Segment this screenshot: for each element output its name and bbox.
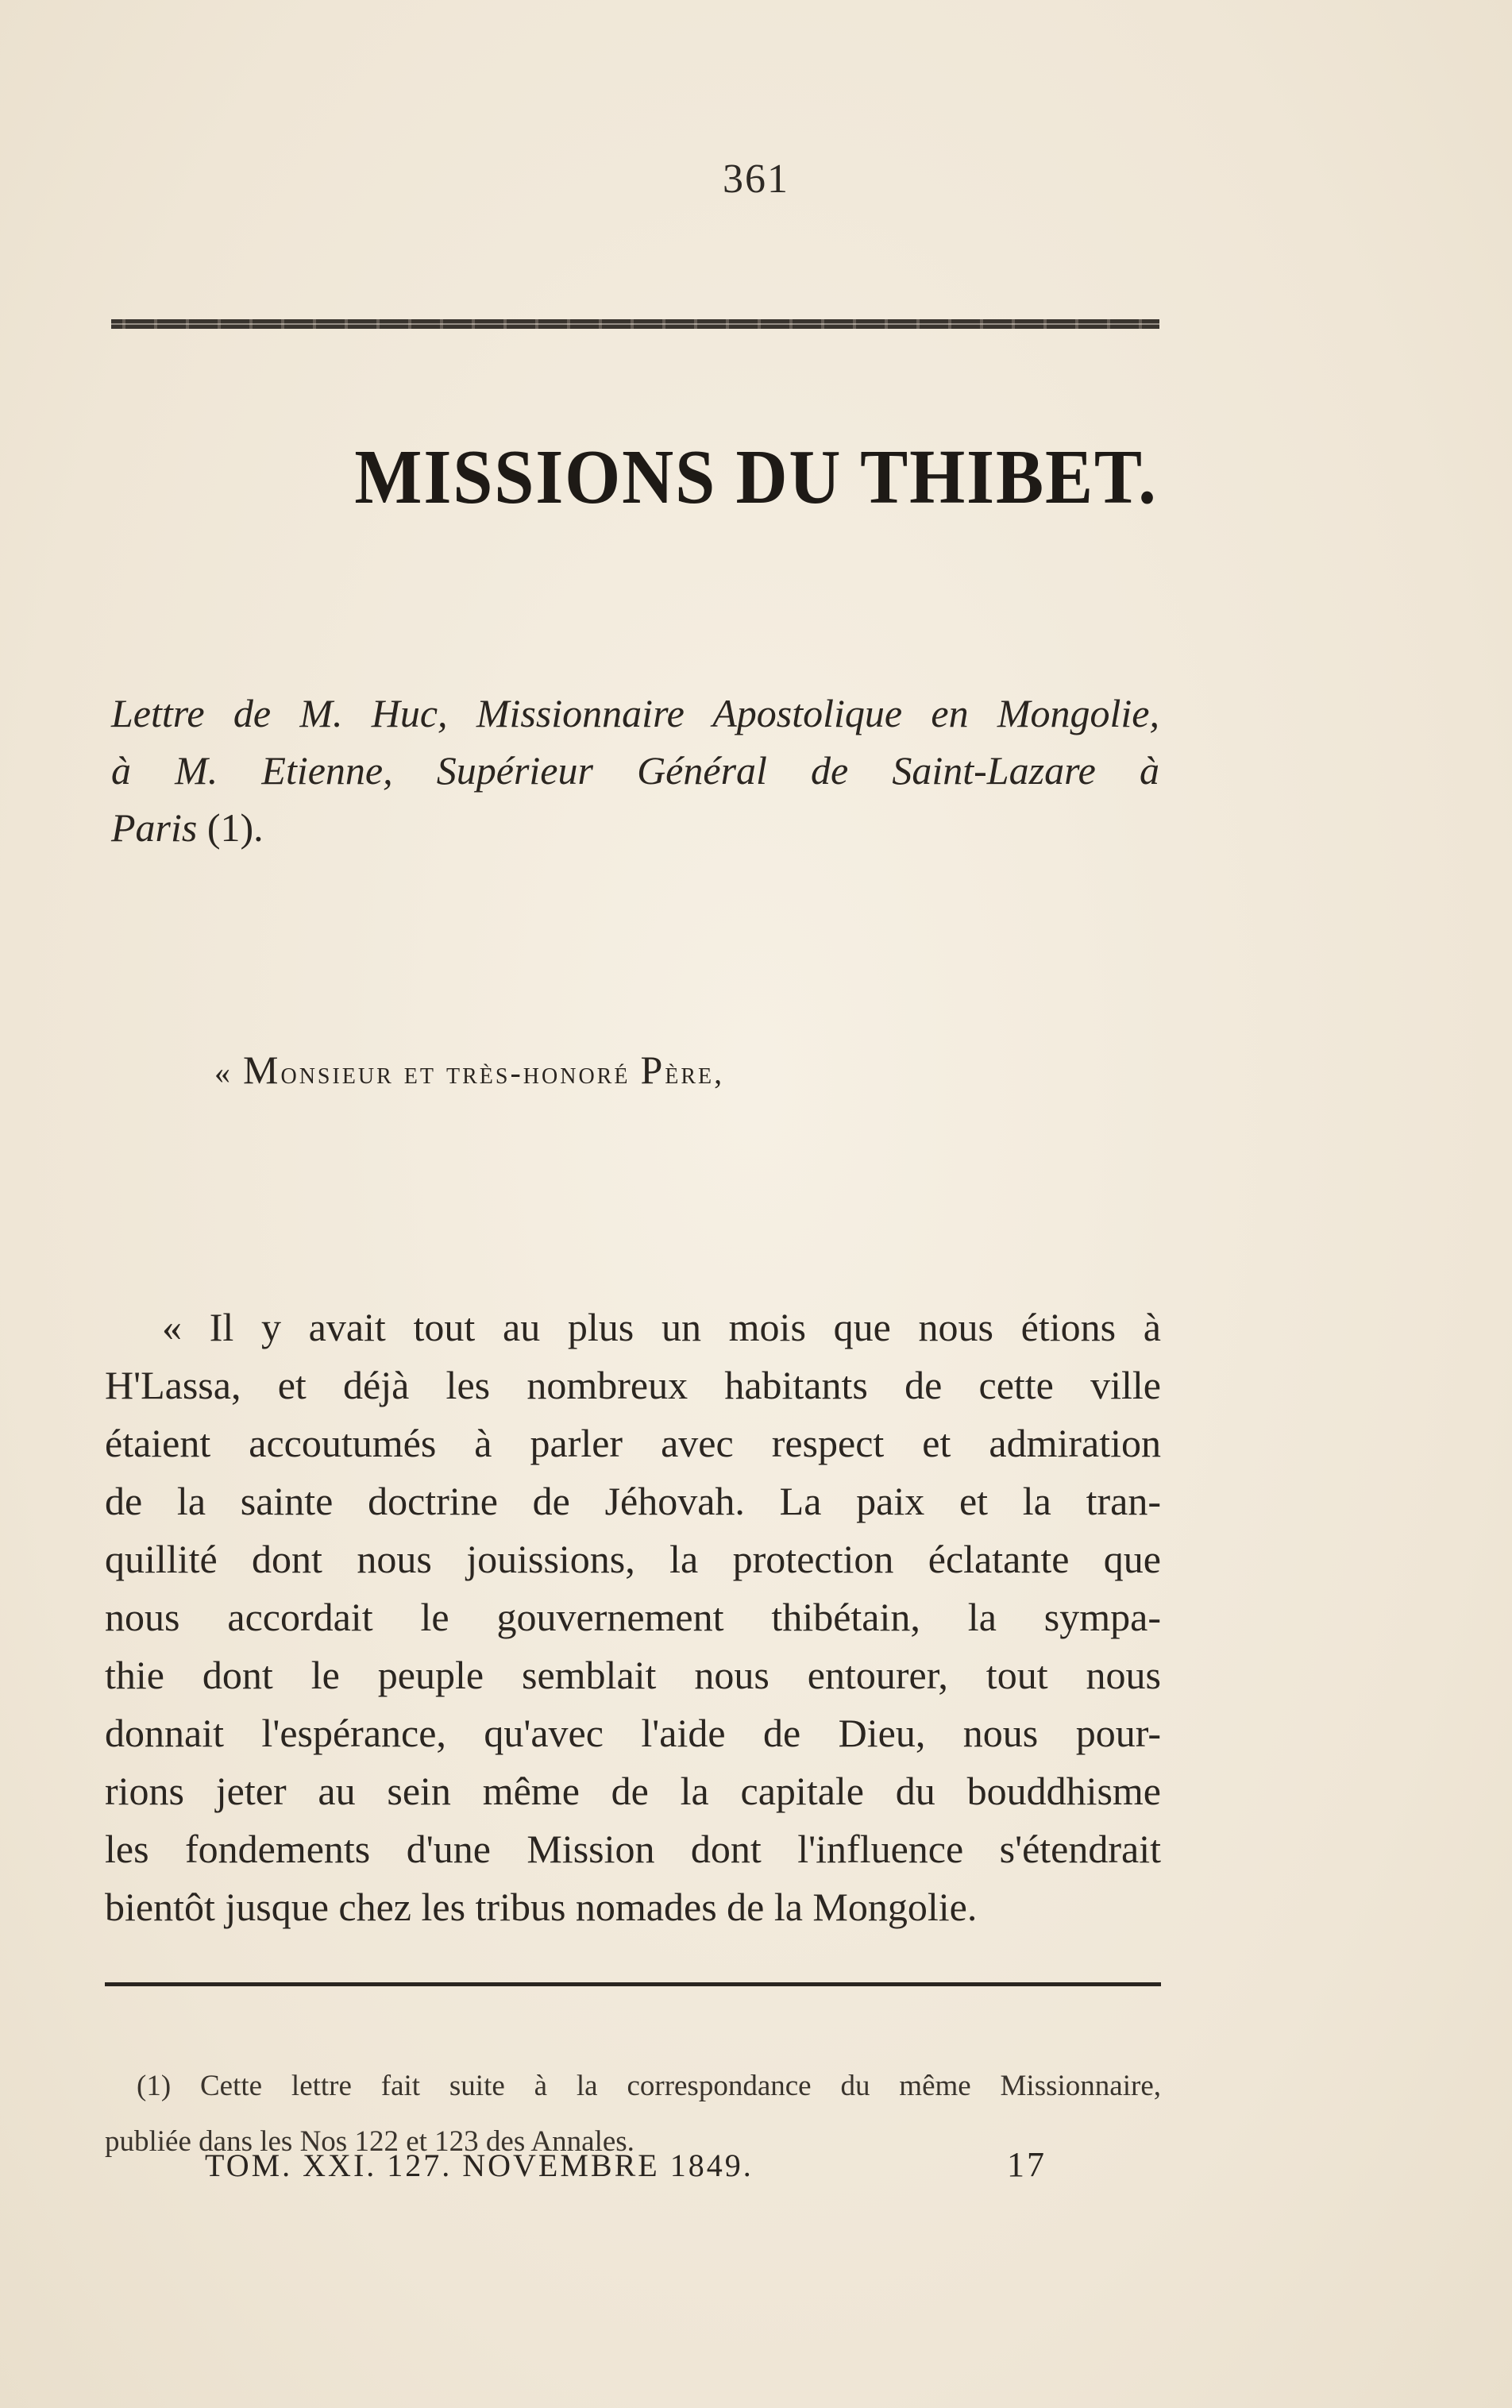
salutation-text-2: ère, <box>665 1055 725 1090</box>
subtitle-line-1: Lettre de M. Huc, Missionnaire Apostolique en Mongolie, <box>111 691 1159 735</box>
footnote-rule <box>105 1982 1161 1986</box>
subtitle-footnote-ref: (1). <box>206 805 264 850</box>
subtitle-line-2: à M. Etienne, Supérieur Général de Saint-Lazare à <box>111 748 1159 793</box>
body-line: nous accordait le gouvernement thibétain, la sympa- <box>105 1595 1161 1639</box>
body-line: de la sainte doctrine de Jéhovah. La paix et la tran- <box>105 1479 1161 1523</box>
salutation-initial-1: M <box>243 1048 281 1092</box>
body-line: bientôt jusque chez les tribus nomades de la Mongolie. <box>105 1885 978 1929</box>
body-paragraph <box>105 1299 1161 1936</box>
page-number: 361 <box>723 156 789 202</box>
top-rule <box>111 319 1159 329</box>
footnote-line: (1) Cette lettre fait suite à la correspondance du même Missionnaire, <box>137 2070 1161 2102</box>
subtitle-place: Paris <box>111 805 198 850</box>
salutation-text-1: onsieur et très-honoré <box>280 1055 641 1090</box>
body-line: quillité dont nous jouissions, la protection éclatante que <box>105 1537 1161 1581</box>
subtitle-line-3 <box>111 799 1159 856</box>
main-title: MISSIONS DU THIBET. <box>354 434 1158 520</box>
body-line: les fondements d'une Mission dont l'influence s'étendrait <box>105 1827 1161 1871</box>
body-line: donnait l'espérance, qu'avec l'aide de Dieu, nous pour- <box>105 1711 1161 1755</box>
body-line: « Il y avait tout au plus un mois que nous étions à <box>162 1305 1161 1349</box>
signature-mark: 17 <box>1007 2145 1047 2184</box>
volume-info: TOM. XXI. 127. NOVEMBRE 1849. <box>205 2148 754 2183</box>
body-line: H'Lassa, et déjà les nombreux habitants de cette ville <box>105 1363 1161 1407</box>
salutation <box>214 1047 724 1093</box>
body-line: étaient accoutumés à parler avec respect et admiration <box>105 1421 1161 1465</box>
body-line: rions jeter au sein même de la capitale du bouddhisme <box>105 1769 1161 1813</box>
body-line: thie dont le peuple semblait nous entourer, tout nous <box>105 1653 1161 1697</box>
footnote-line: publiée dans les Nos 122 et 123 des Annales. <box>105 2125 634 2158</box>
salutation-open-quote: « <box>214 1055 243 1090</box>
salutation-initial-2: P <box>640 1048 665 1092</box>
letter-subtitle <box>111 685 1159 856</box>
page-footer <box>205 2144 1047 2185</box>
